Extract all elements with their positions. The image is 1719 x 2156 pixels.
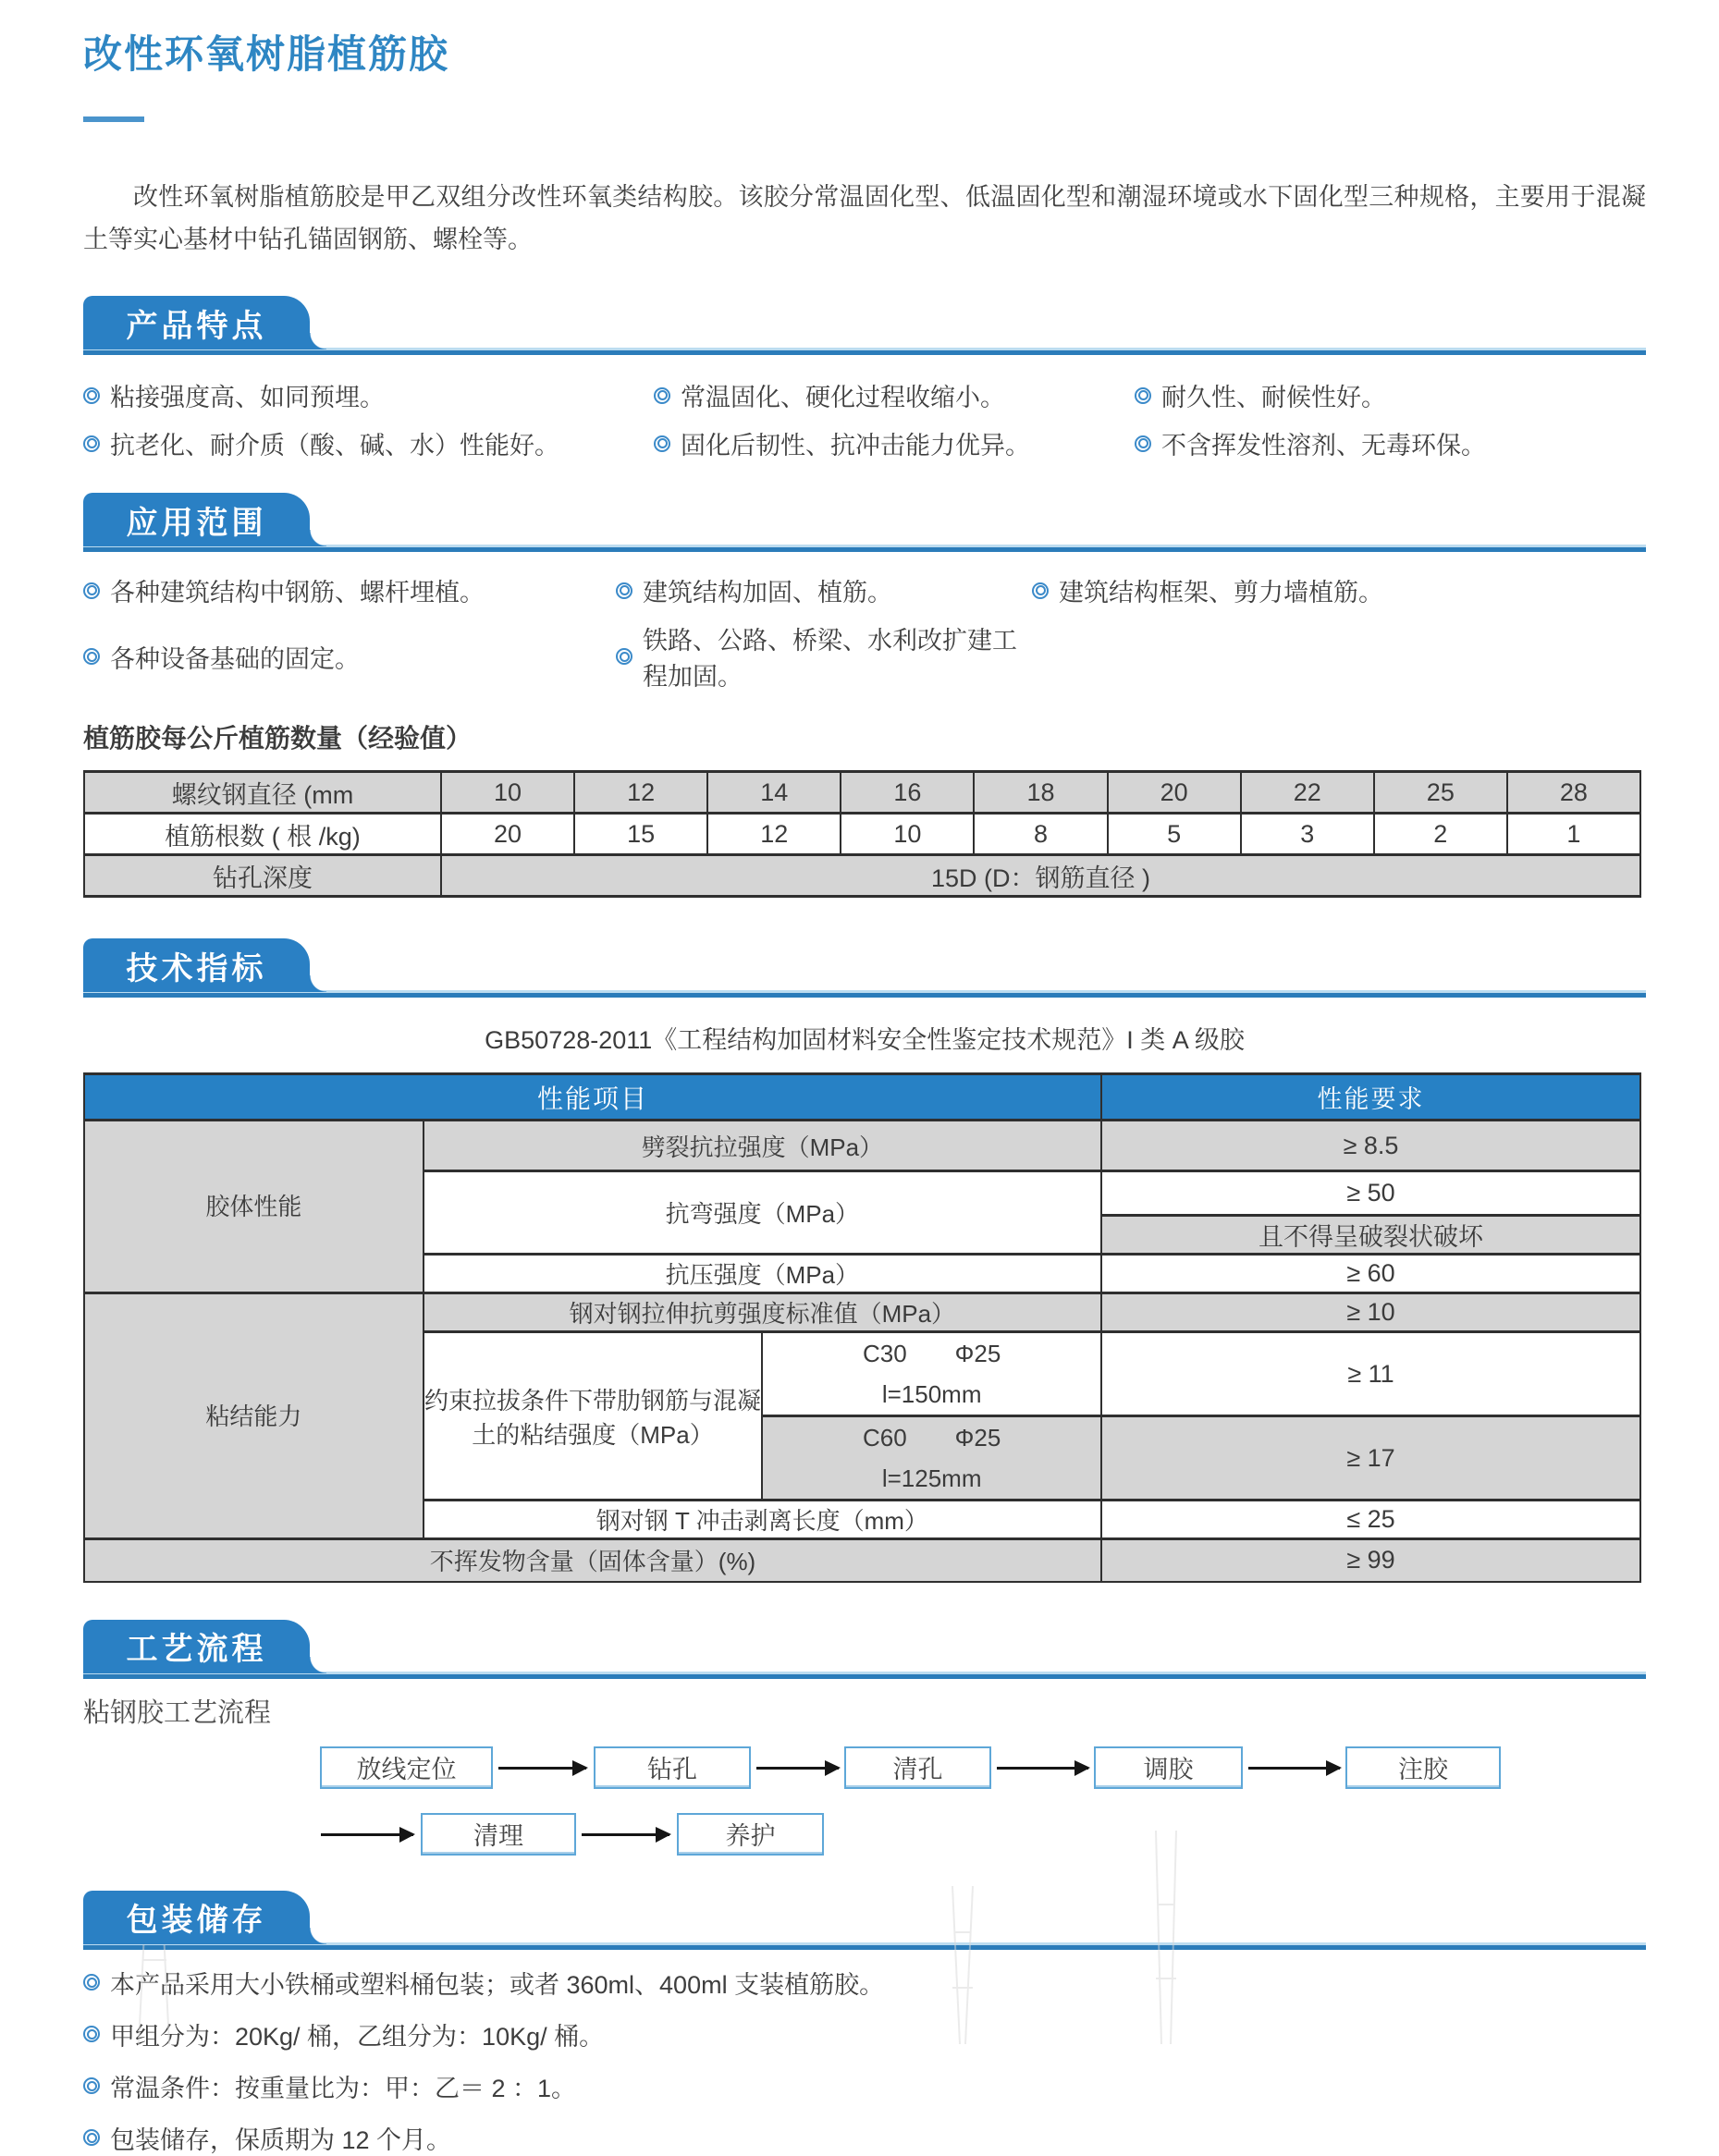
applications-list (83, 572, 1646, 692)
table-cell: 抗压强度（MPa） (424, 1255, 1101, 1293)
arrow-right-icon (997, 1767, 1088, 1770)
flowchart-subtitle: 粘钢胶工艺流程 (83, 1697, 272, 1728)
tech-spec-table (83, 1072, 1641, 1583)
list-item (616, 572, 1032, 608)
bullseye-bullet-icon (1135, 435, 1151, 452)
title-underline-dash (83, 116, 144, 122)
table-cell: 12 (707, 814, 841, 855)
table-row (84, 1121, 1640, 1171)
list-item-text: 抗老化、耐介质（酸、碱、水）性能好。 (110, 432, 559, 459)
table-cell: 抗弯强度（MPa） (424, 1171, 1101, 1255)
table-row (84, 855, 1640, 897)
dosage-table-caption: 植筋胶每公斤植筋数量（经验值） (83, 724, 473, 753)
table-cell: 且不得呈破裂状破坏 (1101, 1216, 1640, 1255)
row-header-cell: 钻孔深度 (84, 855, 441, 897)
bullseye-bullet-icon (83, 2026, 100, 2042)
table-header-row (84, 1074, 1640, 1121)
bullseye-bullet-icon (83, 2077, 100, 2094)
list-item (616, 620, 1032, 692)
condition-line: C30 Φ25 (862, 1340, 1001, 1367)
list-item (83, 2016, 1646, 2052)
list-item (654, 377, 1135, 413)
list-item (1032, 572, 1646, 608)
table-cell: ≥ 50 (1101, 1171, 1640, 1216)
list-item-text: 各种设备基础的固定。 (110, 644, 360, 673)
list-item (83, 2120, 1646, 2156)
table-cell: ≥ 11 (1101, 1332, 1640, 1416)
table-cell: 15D (D：钢筋直径 ) (441, 855, 1640, 897)
process-flowchart (83, 1732, 1646, 1870)
table-cell: 20 (1108, 772, 1241, 814)
list-item (83, 377, 654, 413)
table-row (84, 814, 1640, 855)
section-title-badge: 技术指标 (83, 938, 310, 992)
flow-step: 调胶 (1094, 1746, 1243, 1789)
bullseye-bullet-icon (654, 387, 670, 404)
flow-step: 注胶 (1345, 1746, 1501, 1789)
bullseye-bullet-icon (1032, 582, 1049, 599)
row-header-cell: 植筋根数 ( 根 /kg) (84, 814, 441, 855)
list-item (83, 620, 616, 692)
flow-step: 清孔 (844, 1746, 991, 1789)
table-cell: 10 (441, 772, 574, 814)
section-title-badge: 应用范围 (83, 493, 310, 546)
table-cell: ≥ 99 (1101, 1539, 1640, 1582)
flow-step: 放线定位 (320, 1746, 493, 1789)
table-cell: 10 (841, 814, 974, 855)
list-item-text: 耐久性、耐候性好。 (1161, 384, 1386, 411)
table-row (84, 772, 1640, 814)
table-cell: ≥ 10 (1101, 1293, 1640, 1332)
list-item-text: 各种建筑结构中钢筋、螺杆埋植。 (110, 579, 485, 606)
list-item (83, 425, 654, 461)
table-cell: 钢对钢 T 冲击剥离长度（mm） (424, 1501, 1101, 1539)
section-title-badge: 包装储存 (83, 1891, 310, 1944)
table-row (84, 1539, 1640, 1582)
arrow-right-icon (1248, 1767, 1340, 1770)
bullseye-bullet-icon (83, 648, 100, 665)
table-cell: 20 (441, 814, 574, 855)
table-cell: 2 (1374, 814, 1507, 855)
bullseye-bullet-icon (83, 582, 100, 599)
row-header-cell: 螺纹钢直径 (mm (84, 772, 441, 814)
list-item-text: 粘接强度高、如同预埋。 (110, 384, 385, 411)
list-item-text: 不含挥发性溶剂、无毒环保。 (1161, 432, 1486, 459)
packaging-list (83, 1965, 1646, 2156)
arrow-right-icon (582, 1833, 669, 1836)
list-item-text: 建筑结构框架、剪力墙植筋。 (1059, 579, 1383, 606)
standard-caption: GB50728-2011《工程结构加固材料安全性鉴定技术规范》I 类 A 级胶 (485, 1026, 1245, 1054)
arrow-right-icon (756, 1767, 839, 1770)
flow-step: 养护 (677, 1813, 824, 1856)
list-item (83, 572, 616, 608)
table-cell: 8 (974, 814, 1107, 855)
section-header-process (83, 1620, 1646, 1679)
condition-line: l=125mm (881, 1464, 982, 1492)
dosage-table (83, 770, 1641, 898)
bullseye-bullet-icon (616, 582, 632, 599)
group-cell: 胶体性能 (84, 1121, 424, 1293)
table-cell (762, 1416, 1101, 1501)
table-cell: 不挥发物含量（固体含量）(%) (84, 1539, 1101, 1582)
list-item-text: 本产品采用大小铁桶或塑料桶包装；或者 360ml、400ml 支装植筋胶。 (110, 1970, 885, 1999)
list-item (83, 1965, 1646, 2001)
section-header-tech (83, 938, 1646, 998)
table-cell: 钢对钢拉伸抗剪强度标准值（MPa） (424, 1293, 1101, 1332)
list-item-text: 甲组分为：20Kg/ 桶，乙组分为：10Kg/ 桶。 (110, 2022, 605, 2051)
bullseye-bullet-icon (83, 435, 100, 452)
table-cell: 15 (574, 814, 707, 855)
bullseye-bullet-icon (1135, 387, 1151, 404)
table-cell: ≥ 8.5 (1101, 1121, 1640, 1171)
condition-line: C60 Φ25 (862, 1424, 1001, 1452)
table-cell: 28 (1507, 772, 1640, 814)
flow-step: 钻孔 (594, 1746, 751, 1789)
bullseye-bullet-icon (616, 648, 632, 665)
table-row (84, 1293, 1640, 1332)
list-item-text: 包装储存，保质期为 12 个月。 (110, 2125, 452, 2154)
table-cell: 22 (1241, 772, 1374, 814)
bullseye-bullet-icon (83, 387, 100, 404)
list-item (1135, 377, 1646, 413)
section-header-packaging (83, 1891, 1646, 1950)
list-item-text: 建筑结构加固、植筋。 (643, 579, 892, 606)
table-cell (762, 1332, 1101, 1416)
column-header-cell: 性能项目 (84, 1074, 1101, 1121)
condition-line: l=150mm (881, 1380, 982, 1408)
table-cell: 劈裂抗拉强度（MPa） (424, 1121, 1101, 1171)
bullseye-bullet-icon (83, 2129, 100, 2146)
table-cell: 1 (1507, 814, 1640, 855)
section-header-features (83, 296, 1646, 355)
list-item (83, 2068, 1646, 2104)
page-title: 改性环氧树脂植筋胶 (83, 32, 450, 76)
table-cell: 25 (1374, 772, 1507, 814)
table-cell: 12 (574, 772, 707, 814)
intro-paragraph: 改性环氧树脂植筋胶是甲乙双组分改性环氧类结构胶。该胶分常温固化型、低温固化型和潮湿环境或水下固化型三种规格，主要用于混凝土等实心基材中钻孔锚固钢筋、螺栓等。 (83, 183, 1646, 253)
arrow-right-icon (321, 1833, 413, 1836)
table-cell: 5 (1108, 814, 1241, 855)
section-title-badge: 产品特点 (83, 296, 310, 349)
table-cell: ≥ 17 (1101, 1416, 1640, 1501)
column-header-cell: 性能要求 (1101, 1074, 1640, 1121)
bullseye-bullet-icon (83, 1974, 100, 1991)
flow-step: 清理 (421, 1813, 576, 1856)
list-item (1135, 425, 1646, 461)
group-cell: 粘结能力 (84, 1293, 424, 1539)
bullseye-bullet-icon (654, 435, 670, 452)
table-cell: 16 (841, 772, 974, 814)
list-item-text: 铁路、公路、桥梁、水利改扩建工程加固。 (643, 627, 1017, 691)
list-item (654, 425, 1135, 461)
list-item-text: 常温固化、硬化过程收缩小。 (681, 384, 1005, 411)
section-title-badge: 工艺流程 (83, 1620, 310, 1673)
table-cell: ≤ 25 (1101, 1501, 1640, 1539)
table-cell: 14 (707, 772, 841, 814)
features-list (83, 377, 1646, 461)
arrow-right-icon (498, 1767, 586, 1770)
table-cell: ≥ 60 (1101, 1255, 1640, 1293)
section-header-applications (83, 493, 1646, 552)
table-cell: 约束拉拔条件下带肋钢筋与混凝土的粘结强度（MPa） (424, 1332, 763, 1501)
table-cell: 3 (1241, 814, 1374, 855)
list-item-text: 常温条件：按重量比为：甲：乙＝ 2 ：1。 (110, 2074, 577, 2102)
table-cell: 18 (974, 772, 1107, 814)
list-item-text: 固化后韧性、抗冲击能力优异。 (681, 432, 1030, 459)
